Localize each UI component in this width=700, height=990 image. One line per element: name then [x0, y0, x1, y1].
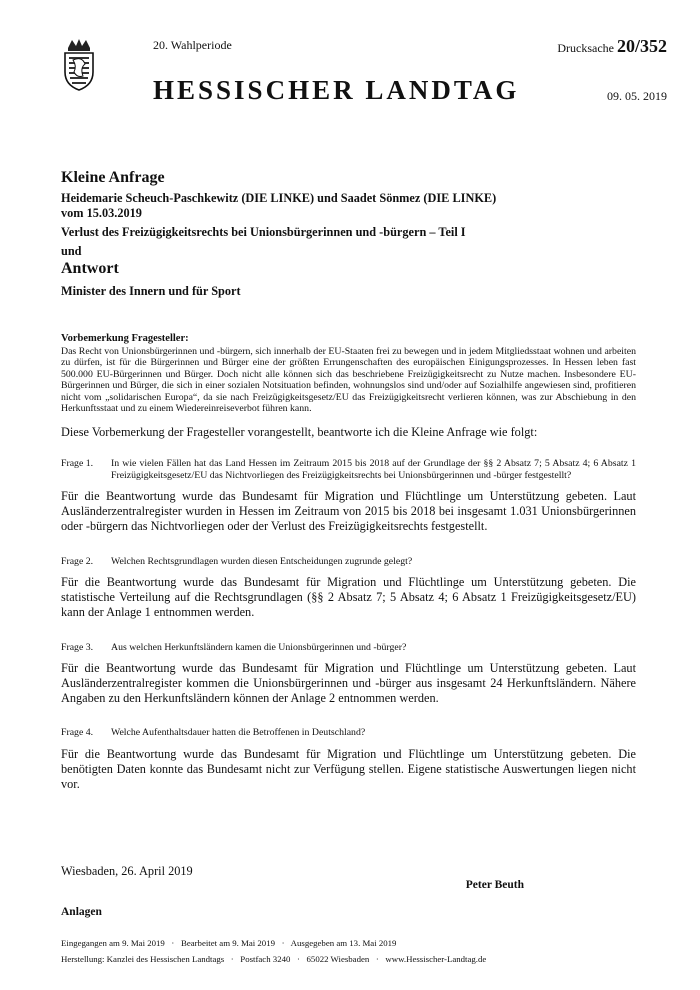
footer-imprint: Herstellung: Kanzlei des Hessischen Landtags · Postfach 3240 · 65022 Wiesbaden · www.Hessischer-Landtag.de — [61, 954, 487, 964]
vorbemerkung-heading: Vorbemerkung Fragesteller: — [61, 333, 189, 344]
question-label: Frage 1. — [61, 458, 94, 470]
authors: Heidemarie Scheuch-Paschkewitz (DIE LINKE) und Saadet Sönmez (DIE LINKE) — [61, 191, 497, 205]
answer-3: Für die Beantwortung wurde das Bundesamt für Migration und Flüchtlinge um Unterstützung gebeten. Laut Ausländerzentralregister kommen die Unionsbürgerinnen und -bürger aus insgesamt 24 Herkunftsländern. Nähere Angaben zu den Herkunftsländern können der Anlage 2 entnommen werden. — [61, 661, 636, 705]
from-date: vom 15.03.2019 — [61, 206, 142, 220]
answer-1: Für die Beantwortung wurde das Bundesamt für Migration und Flüchtlinge um Unterstützung gebeten. Laut Ausländerzentralregister wurden in Hessen im Zeitraum von 2015 bis 2018 bei insgesamt 1.031 Unionsbürgerinnen oder -bürgern das Nichtvorliegen oder der Verlust des Freizügigkeitsrechts festgestellt. — [61, 489, 636, 533]
question-label: Frage 4. — [61, 727, 94, 739]
minister: Minister des Innern und für Sport — [61, 284, 241, 298]
question-2 — [61, 556, 636, 568]
question-4 — [61, 727, 636, 739]
doc-type: Kleine Anfrage — [61, 169, 165, 186]
antwort-heading: Antwort — [61, 260, 119, 277]
footer-dates: Eingegangen am 9. Mai 2019 · Bearbeitet am 9. Mai 2019 · Ausgegeben am 13. Mai 2019 — [61, 938, 397, 948]
issue-date: 09. 05. 2019 — [607, 89, 667, 103]
question-1 — [61, 458, 636, 481]
vorbemerkung-text: Das Recht von Unionsbürgerinnen und -bürgern, sich innerhalb der EU-Staaten frei zu bewegen und in jedem Mitgliedsstaat wohnen und arbeiten zu dürfen, ist für die Bürgerinnen und Bürger eine der größten Errungenschaften des europäischen Einigungsprozesses. In Hessen leben fast 500.000 EU-Bürgerinnen und Bürger. Doch nicht alle können sich das beschriebene Freizügigkeitsrecht zu Nutze machen. Insbesondere EU-Bürgerinnen und Bürger, die sich in einer sozialen Notsituation befinden, wohnungslos sind und/oder auf Sozialhilfe angewiesen sind, profitieren nicht vom „solidarischen Europa“, da sie nach Freizügigkeitsgesetz/EU das Freizügigkeitsrecht verlieren können, was zur Abschiebung in den Herkunftsstaat und zu einem Wiedereinreiseverbot führen kann. — [61, 345, 636, 414]
answer-4: Für die Beantwortung wurde das Bundesamt für Migration und Flüchtlinge um Unterstützung gebeten. Die benötigten Daten konnte das Bundesamt nicht zur Verfügung stellen. Eigene statistische Auswertungen liegen nicht vor. — [61, 746, 636, 791]
question-text: Aus welchen Herkunftsländern kamen die Unionsbürgerinnen und -bürger? — [111, 641, 407, 653]
question-text: Welchen Rechtsgrundlagen wurden diesen Entscheidungen zugrunde gelegt? — [111, 555, 413, 567]
und-label: und — [61, 244, 82, 258]
question-label: Frage 2. — [61, 555, 94, 567]
document-number — [557, 36, 667, 57]
intro-text: Diese Vorbemerkung der Fragesteller vorangestellt, beantworte ich die Kleine Anfrage wie folgt: — [61, 424, 538, 439]
question-3 — [61, 642, 636, 654]
question-label: Frage 3. — [61, 641, 94, 653]
document-number-value: 20/352 — [616, 36, 667, 56]
place-date: Wiesbaden, 26. April 2019 — [61, 864, 193, 878]
parliament-title: HESSISCHER LANDTAG — [153, 75, 520, 105]
subject: Verlust des Freizügigkeitsrechts bei Unionsbürgerinnen und -bürgern – Teil I — [61, 225, 466, 239]
document-number-label: Drucksache — [557, 41, 614, 55]
hessen-coat-of-arms-icon — [62, 38, 96, 92]
answer-2: Für die Beantwortung wurde das Bundesamt für Migration und Flüchtlinge um Unterstützung gebeten. Die statistische Verteilung auf die Rechtsgrundlagen (§§ 2 Absatz 7; 5 Absatz 4; 6 Absatz 1 Freizügigkeitsgesetz/EU) kann der Anlage 1 entnommen werden. — [61, 575, 636, 619]
body — [61, 333, 636, 791]
signer-name: Peter Beuth — [465, 879, 524, 891]
title-block — [61, 168, 637, 299]
question-text: In wie vielen Fällen hat das Land Hessen im Zeitraum 2015 bis 2018 auf der Grundlage der §§ 2 Absatz 7; 5 Absatz 4; 6 Absatz 1 Freizügigkeitsgesetz/EU das Nichtvorliegen des Freizügigkeitsrechts bei Unionsbürgerinnen und -bürger festgestellt? — [111, 458, 636, 481]
attachments-label: Anlagen — [61, 906, 102, 918]
question-text: Welche Aufenthaltsdauer hatten die Betroffenen in Deutschland? — [111, 727, 366, 739]
legislative-period: 20. Wahlperiode — [153, 38, 232, 52]
